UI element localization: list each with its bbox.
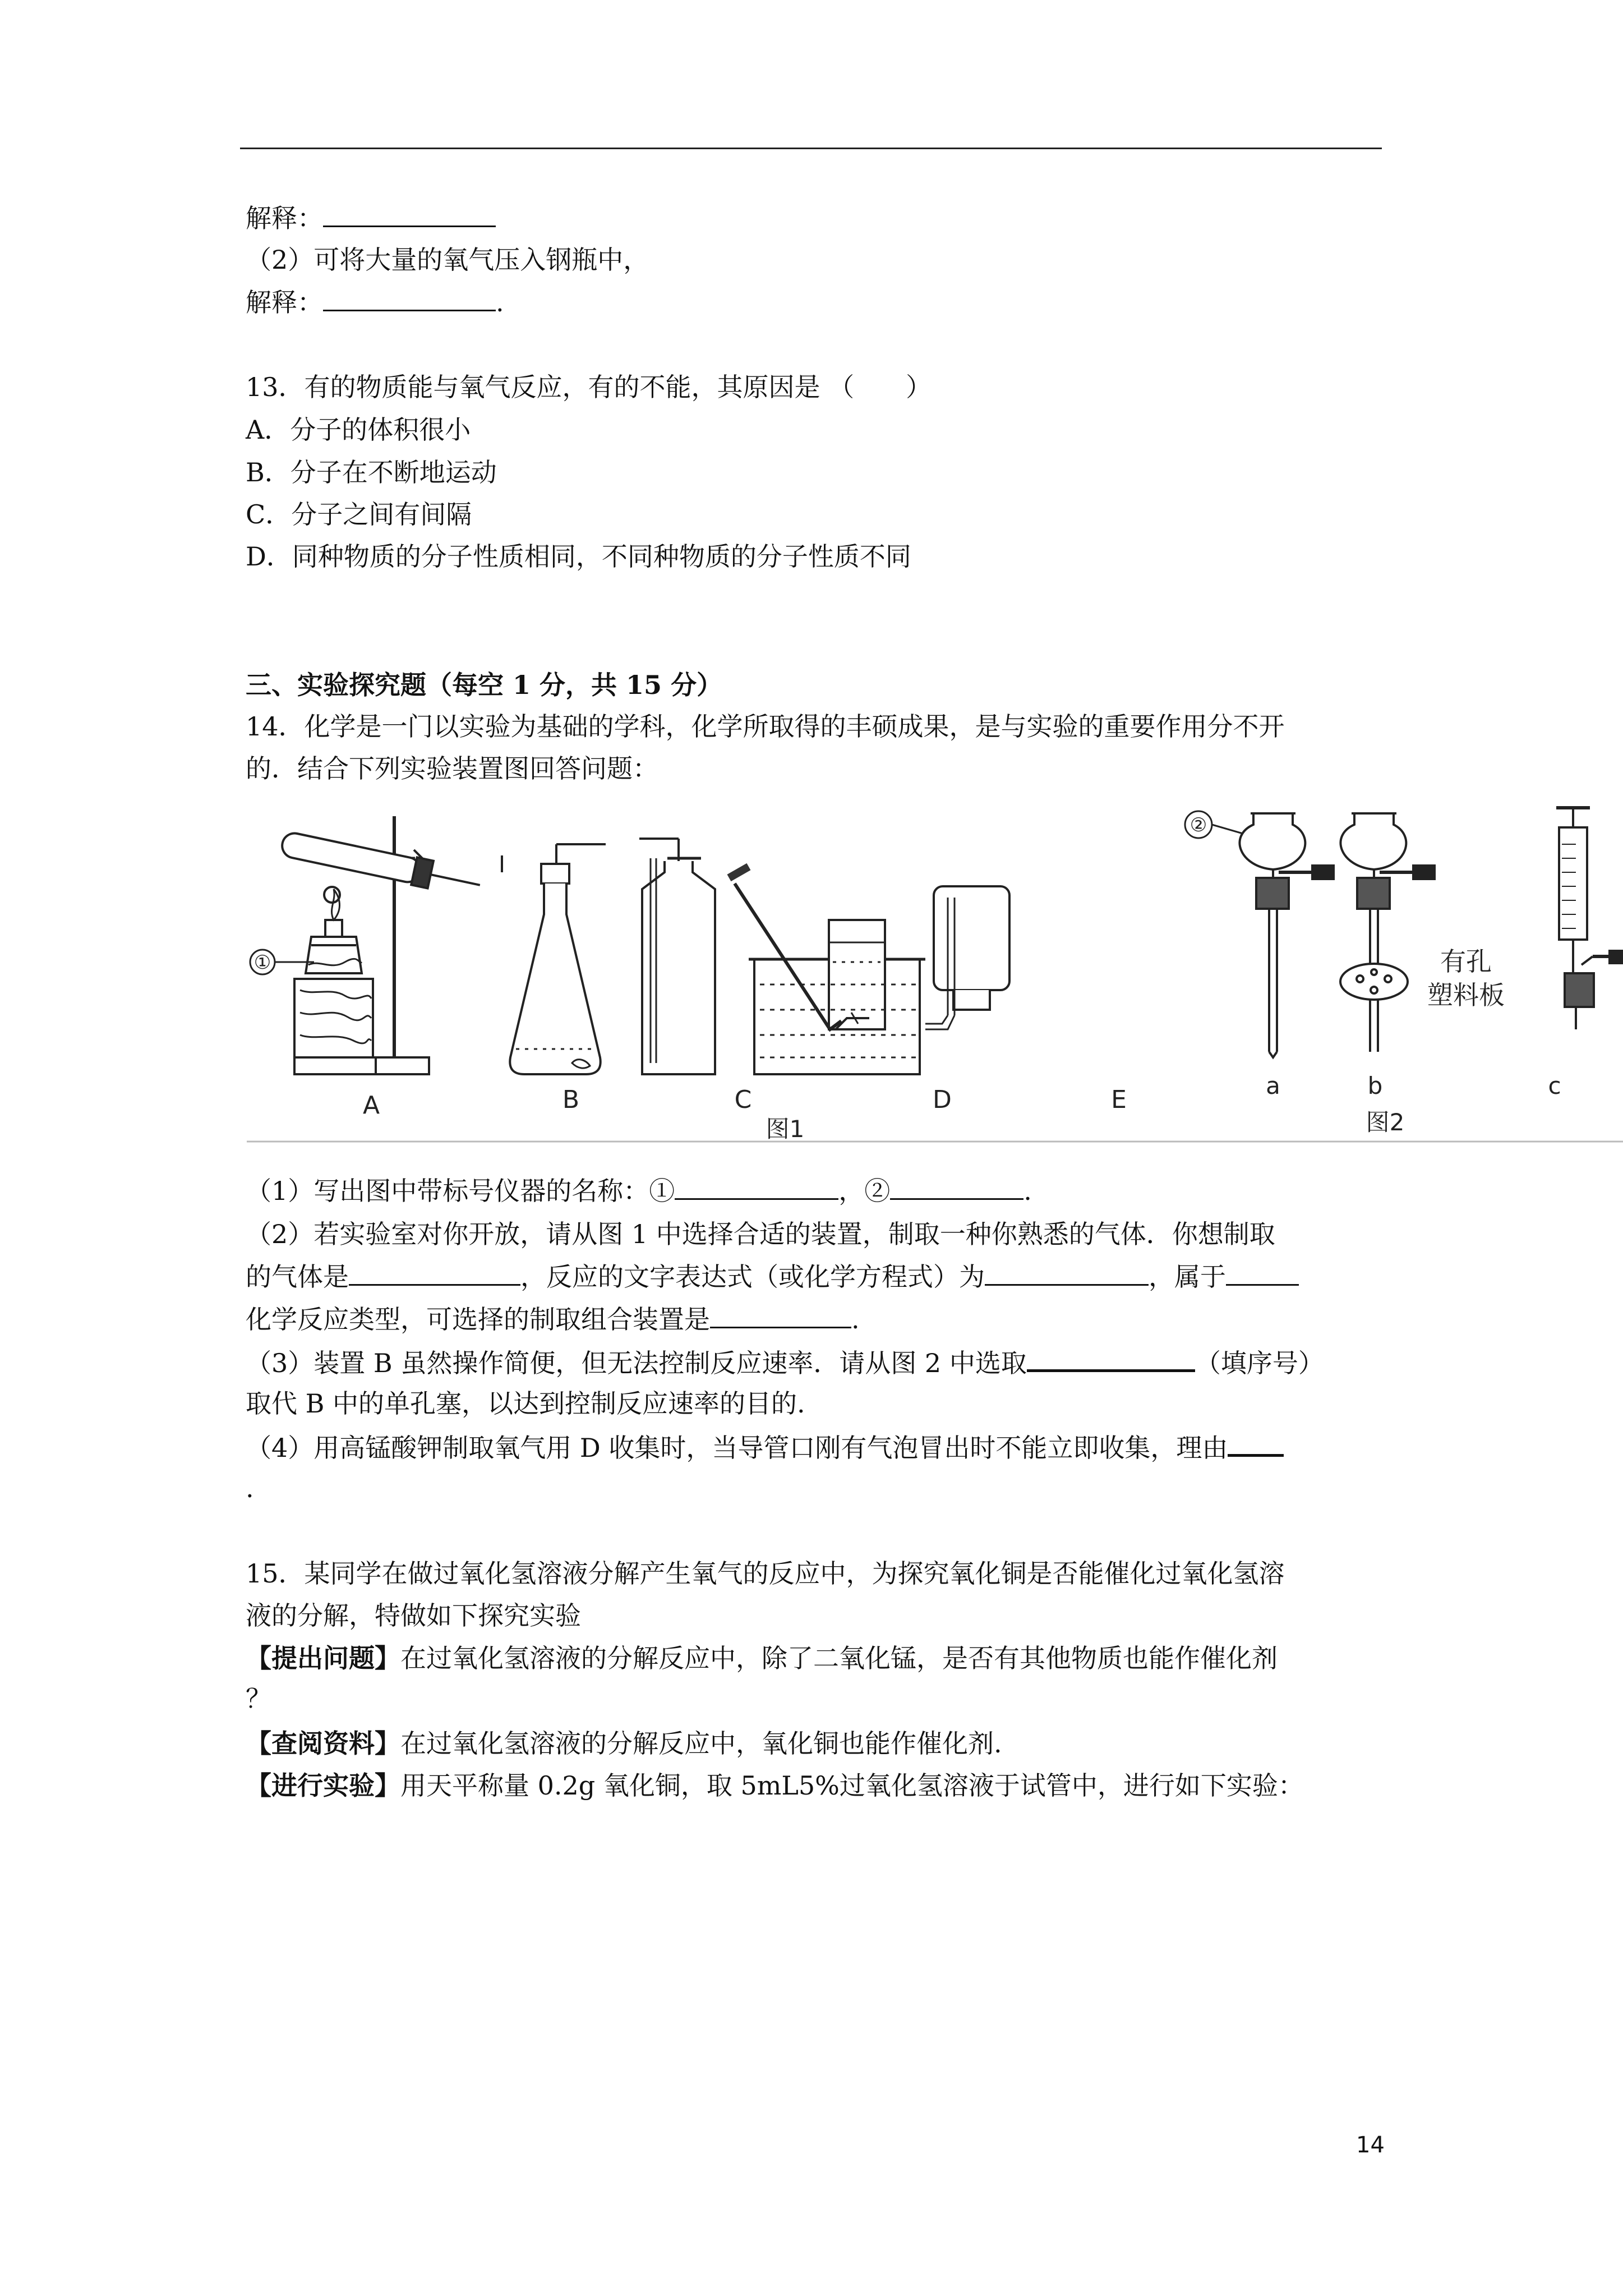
label-c: C: [734, 1085, 752, 1114]
punct: .: [1023, 1176, 1032, 1206]
q15-exp: [246, 1769, 1304, 1802]
apparatus-b: [502, 844, 606, 1074]
apparatus-fig2-c: [1556, 808, 1623, 1029]
label-fig2-c: c: [1548, 1072, 1561, 1099]
section-label: 【查阅资料】: [246, 1728, 400, 1759]
answer-blank[interactable]: [323, 285, 496, 311]
q13-option-b[interactable]: B．分子在不断地运动: [246, 457, 497, 487]
text: 用天平称量 0.2g 氧化铜，取 5mL5%过氧化氢溶液于试管中，进行如下实验：: [400, 1770, 1304, 1801]
label-b: B: [562, 1085, 580, 1114]
q12-explain-line-2: [246, 285, 504, 319]
q15-stem-line-2: 液的分解，特做如下探究实验: [246, 1600, 581, 1631]
section-label: 【进行实验】: [246, 1770, 400, 1801]
fig1-caption: 图1: [766, 1115, 805, 1143]
explain-label: 解释：: [246, 287, 323, 318]
q14-part-3-line-1: [246, 1345, 1324, 1380]
q15-ask-cont: ？: [246, 1683, 271, 1714]
apparatus-d: [729, 867, 925, 1074]
answer-blank-2[interactable]: [890, 1174, 1023, 1200]
fig2-caption: 图2: [1366, 1108, 1405, 1136]
q15-ask: [246, 1641, 1278, 1675]
answer-blank-equation[interactable]: [985, 1259, 1149, 1286]
perforated-plate-label-1: 有孔: [1440, 946, 1492, 977]
perforated-plate-label-2: 塑料板: [1427, 980, 1505, 1010]
q14-part-2-line-3: [246, 1302, 860, 1336]
answer-blank-apparatus[interactable]: [710, 1302, 851, 1328]
text: ，反应的文字表达式（或化学方程式）为: [520, 1262, 985, 1292]
apparatus-fig2-a: [1185, 811, 1334, 1057]
q14-part-4-line-2: .: [246, 1473, 254, 1503]
marker-1: ①: [253, 951, 271, 974]
apparatus-fig2-b: [1340, 813, 1505, 1052]
apparatus-c: [639, 839, 715, 1074]
label-fig2-a: a: [1266, 1072, 1280, 1099]
page-number: 14: [1356, 2132, 1385, 2158]
explain-label: 解释：: [246, 203, 323, 233]
q15-ref: [246, 1727, 1002, 1760]
text: ，②: [838, 1176, 891, 1206]
text: ，属于: [1149, 1262, 1226, 1292]
q13-stem: 13．有的物质能与氧气反应，有的不能，其原因是 （ ）: [246, 372, 932, 402]
answer-blank-type[interactable]: [1226, 1259, 1299, 1286]
apparatus-figure: [247, 794, 1623, 1147]
label-fig2-b: b: [1367, 1072, 1383, 1099]
answer-blank-reason[interactable]: [1228, 1429, 1284, 1457]
apparatus-a: [250, 816, 483, 1074]
text: 化学反应类型，可选择的制取组合装置是: [246, 1304, 710, 1335]
q12-item-2: （2）可将大量的氧气压入钢瓶中，: [246, 245, 649, 275]
q13-option-d[interactable]: D．同种物质的分子性质相同，不同种物质的分子性质不同: [246, 541, 911, 572]
q14-part-3-line-2: 取代 B 中的单孔塞，以达到控制反应速率的目的.: [246, 1388, 805, 1419]
q14-part-2-line-1: （2）若实验室对你开放，请从图 1 中选择合适的装置，制取一种你熟悉的气体．你想制取: [246, 1219, 1275, 1249]
apparatus-e: [925, 886, 1009, 1029]
q12-explain-line-1: [246, 201, 496, 235]
marker-2: ②: [1189, 814, 1207, 836]
q14-part-4-line-1: [246, 1429, 1284, 1465]
text: （4）用高锰酸钾制取氧气用 D 收集时，当导管口刚有气泡冒出时不能立即收集，理由: [246, 1433, 1228, 1463]
text: （3）装置 B 虽然操作简便，但无法控制反应速率．请从图 2 中选取: [246, 1348, 1027, 1378]
header-rule: [240, 148, 1382, 149]
section-label: 【提出问题】: [246, 1643, 400, 1673]
text: 在过氧化氢溶液的分解反应中，除了二氧化锰，是否有其他物质也能作催化剂: [400, 1643, 1278, 1673]
section-heading: 三、实验探究题（每空 1 分，共 15 分）: [246, 670, 723, 700]
answer-blank-1[interactable]: [675, 1174, 838, 1200]
answer-blank[interactable]: [323, 201, 496, 227]
punct: .: [851, 1304, 860, 1335]
text: （填序号）: [1195, 1348, 1324, 1378]
q13-option-c[interactable]: C．分子之间有间隔: [246, 499, 472, 530]
q13-option-a[interactable]: A．分子的体积很小: [246, 415, 471, 445]
q15-stem-line-1: 15．某同学在做过氧化氢溶液分解产生氧气的反应中，为探究氧化铜是否能催化过氧化氢溶: [246, 1558, 1285, 1589]
q14-stem-line-2: 的．结合下列实验装置图回答问题：: [246, 753, 658, 784]
label-d: D: [933, 1085, 952, 1114]
answer-blank-gas[interactable]: [349, 1259, 520, 1286]
punct: .: [496, 287, 504, 318]
q14-stem-line-1: 14．化学是一门以实验为基础的学科，化学所取得的丰硕成果，是与实验的重要作用分不开: [246, 711, 1285, 742]
label-e: E: [1111, 1085, 1127, 1114]
answer-blank-fig2[interactable]: [1027, 1345, 1195, 1372]
label-a: A: [362, 1091, 380, 1120]
q14-part-1: [246, 1174, 1032, 1208]
text: （1）写出图中带标号仪器的名称：①: [246, 1176, 675, 1206]
q14-part-2-line-2: [246, 1259, 1299, 1294]
text: 的气体是: [246, 1262, 349, 1292]
apparatus-svg: [247, 794, 1623, 1147]
text: 在过氧化氢溶液的分解反应中，氧化铜也能作催化剂.: [400, 1728, 1002, 1759]
